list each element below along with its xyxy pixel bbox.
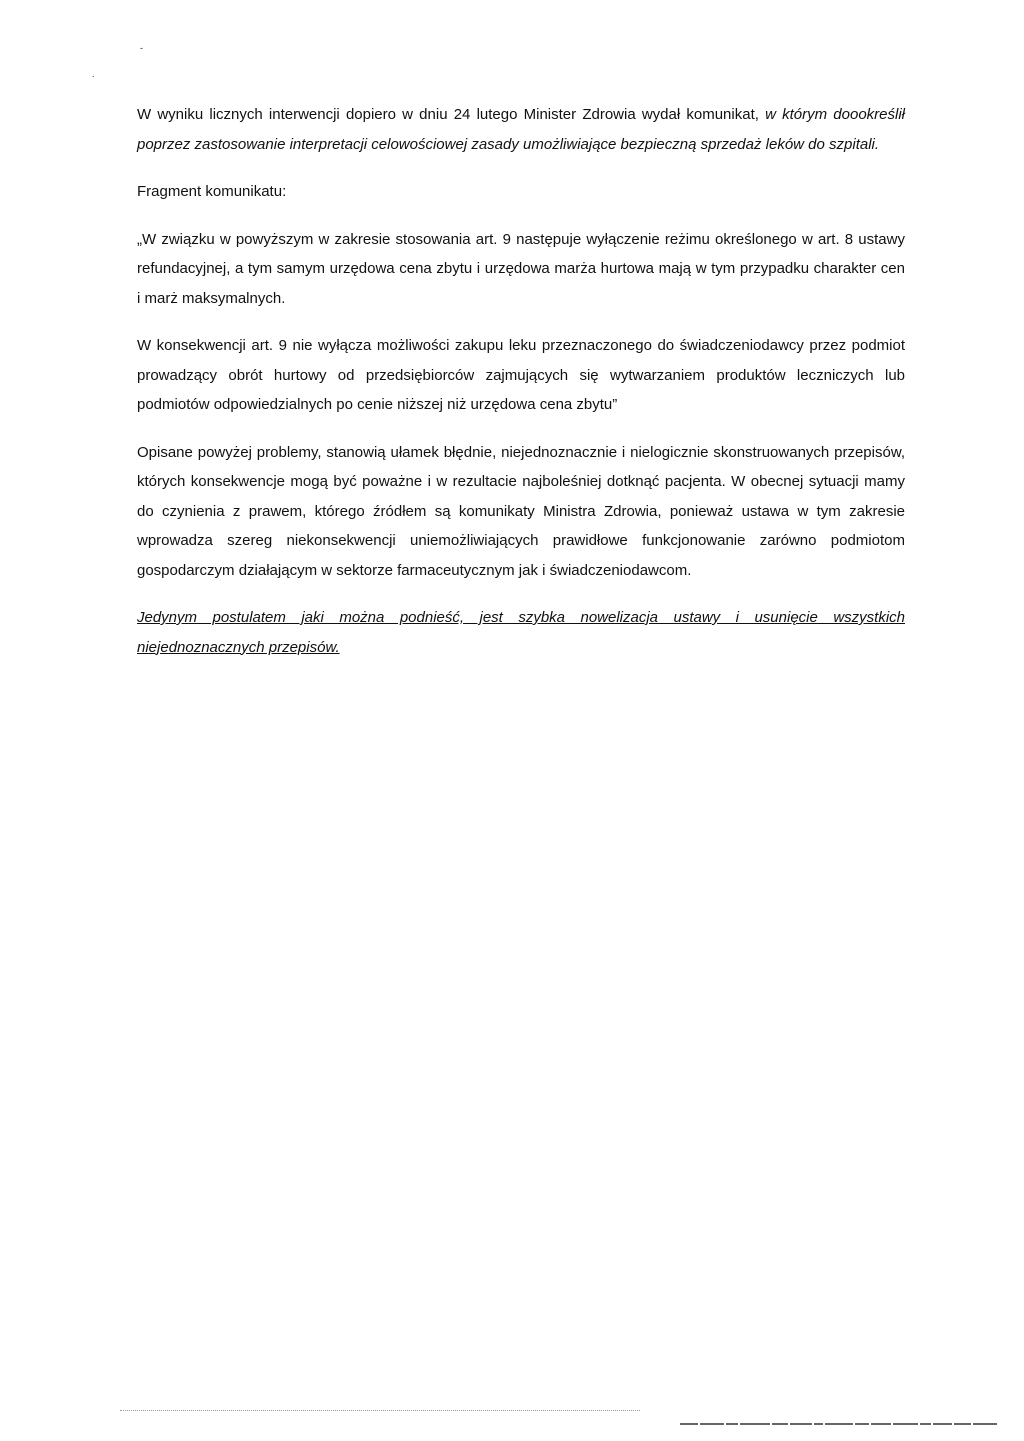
- paragraph-text: Fragment komunikatu:: [137, 183, 287, 200]
- footer-scan-artifact: [680, 1423, 1004, 1428]
- paragraph-text: W wyniku licznych interwencji dopiero w dniu 24 lutego Minister Zdrowia wydał komunikat,: [137, 106, 766, 123]
- paragraph-fragment-label: [137, 177, 905, 207]
- underlined-conclusion-text: Jedynym postulatem jaki można podnieść, jest szybka nowelizacja ustawy i usunięcie wszystkich niejednoznacznych przepisów.: [137, 609, 905, 656]
- paragraph-quote-1: [137, 225, 905, 314]
- emphasized-text: w którym doookreślił poprzez zastosowanie interpretacji celowościowej zasady umożliwiające bezpieczną sprzedaż leków do szpitali.: [137, 106, 906, 153]
- paragraph-conclusion: [137, 603, 905, 662]
- paragraph-quote-2: [137, 331, 905, 420]
- footer-divider: [120, 1410, 640, 1412]
- quoted-text: W konsekwencji art. 9 nie wyłącza możliwości zakupu leku przeznaczonego do świadczeniodawcy przez podmiot prowadzący obrót hurtowy od przedsiębiorców zajmujących się wytwarzaniem produktów leczniczych lub podmiotów odpowiedzialnych po cenie niższej niż urzędowa cena zbytu”: [137, 337, 905, 413]
- scan-mark: .: [92, 69, 95, 79]
- quoted-text: „W związku w powyższym w zakresie stosowania art. 9 następuje wyłączenie reżimu określonego w art. 8 ustawy refundacyjnej, a tym samym urzędowa cena zbytu i urzędowa marża hurtowa mają w tym przypadku charakter cen i marż maksymalnych.: [137, 230, 905, 307]
- paragraph-text: Opisane powyżej problemy, stanowią ułamek błędnie, niejednoznacznie i nielogicznie skonstruowanych przepisów, których konsekwencje mogą być poważne i w rezultacie najboleśniej dotknąć pacjenta. W obecnej sytuacji mamy do czynienia z prawem, którego źródłem są komunikaty Ministra Zdrowia, ponieważ ustawa w tym zakresie wprowadza szereg niekonsekwencji uniemożliwiających prawidłowe funkcjonowanie zarówno podmiotom gospodarczym działającym w sektorze farmaceutycznym jak i świadczeniodawcom.: [137, 443, 905, 579]
- paragraph-summary: [137, 438, 905, 586]
- paragraph-intro: [137, 100, 905, 159]
- scan-mark: -: [140, 43, 143, 53]
- document-body: [137, 100, 905, 680]
